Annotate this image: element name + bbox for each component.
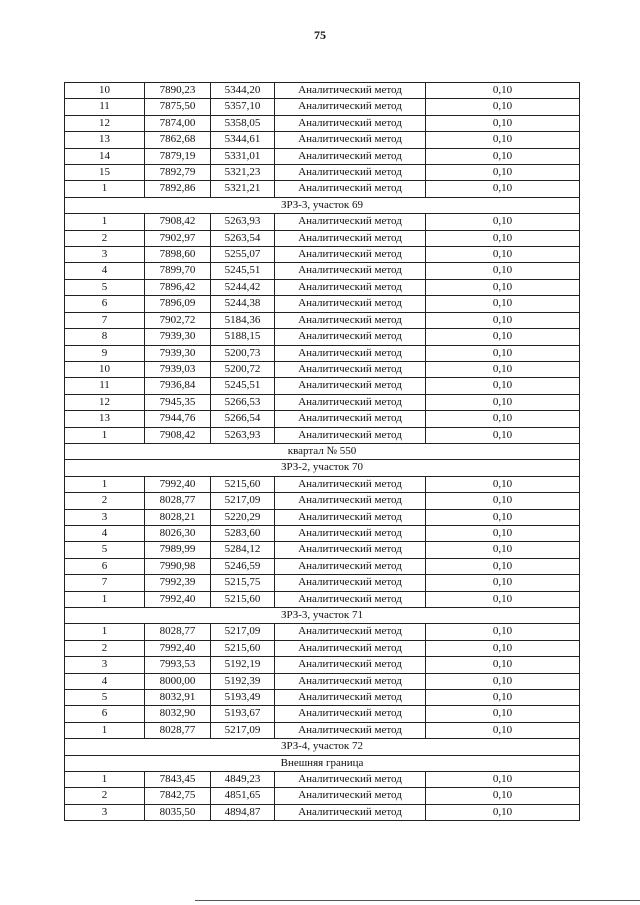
accuracy-cell: 0,10: [426, 345, 580, 361]
coord-x: 7892,86: [145, 181, 211, 197]
table-row: [65, 378, 580, 394]
accuracy-cell: 0,10: [426, 181, 580, 197]
page-number: 75: [314, 28, 326, 42]
accuracy-cell: 0,10: [426, 329, 580, 345]
section-header-row: [65, 443, 580, 459]
table-row: [65, 722, 580, 738]
method-cell: Аналитический метод: [275, 214, 426, 230]
point-number: 4: [65, 673, 145, 689]
accuracy-cell: 0,10: [426, 509, 580, 525]
coord-x: 7992,40: [145, 591, 211, 607]
accuracy-cell: 0,10: [426, 115, 580, 131]
coord-y: 5188,15: [211, 329, 275, 345]
accuracy-cell: 0,10: [426, 296, 580, 312]
table-row: [65, 83, 580, 99]
method-cell: Аналитический метод: [275, 394, 426, 410]
table-row: [65, 509, 580, 525]
coord-y: 5344,20: [211, 83, 275, 99]
accuracy-cell: 0,10: [426, 558, 580, 574]
coord-y: 5215,60: [211, 591, 275, 607]
accuracy-cell: 0,10: [426, 772, 580, 788]
point-number: 12: [65, 115, 145, 131]
table-row: [65, 624, 580, 640]
method-cell: Аналитический метод: [275, 657, 426, 673]
coord-y: 5263,54: [211, 230, 275, 246]
method-cell: Аналитический метод: [275, 640, 426, 656]
coord-x: 7992,40: [145, 640, 211, 656]
method-cell: Аналитический метод: [275, 476, 426, 492]
table-row: [65, 525, 580, 541]
section-header-row: [65, 608, 580, 624]
section-header-row: [65, 197, 580, 213]
section-title: ЗРЗ-2, участок 70: [65, 460, 580, 476]
table-row: [65, 115, 580, 131]
point-number: 5: [65, 690, 145, 706]
point-number: 1: [65, 427, 145, 443]
coord-x: 7862,68: [145, 132, 211, 148]
coord-x: 8028,77: [145, 493, 211, 509]
coord-y: 5246,59: [211, 558, 275, 574]
table-row: [65, 772, 580, 788]
point-number: 4: [65, 525, 145, 541]
point-number: 5: [65, 279, 145, 295]
coord-x: 7945,35: [145, 394, 211, 410]
method-cell: Аналитический метод: [275, 378, 426, 394]
coord-y: 5192,39: [211, 673, 275, 689]
method-cell: Аналитический метод: [275, 575, 426, 591]
table-row: [65, 99, 580, 115]
coord-x: 8026,30: [145, 525, 211, 541]
accuracy-cell: 0,10: [426, 673, 580, 689]
coord-x: 7898,60: [145, 247, 211, 263]
accuracy-cell: 0,10: [426, 312, 580, 328]
coord-y: 5217,09: [211, 624, 275, 640]
coord-y: 5283,60: [211, 525, 275, 541]
accuracy-cell: 0,10: [426, 165, 580, 181]
method-cell: Аналитический метод: [275, 345, 426, 361]
point-number: 2: [65, 230, 145, 246]
point-number: 3: [65, 247, 145, 263]
point-number: 1: [65, 591, 145, 607]
accuracy-cell: 0,10: [426, 788, 580, 804]
coord-y: 5263,93: [211, 427, 275, 443]
method-cell: Аналитический метод: [275, 312, 426, 328]
method-cell: Аналитический метод: [275, 624, 426, 640]
method-cell: Аналитический метод: [275, 99, 426, 115]
coord-y: 5192,19: [211, 657, 275, 673]
coord-x: 7842,75: [145, 788, 211, 804]
coord-x: 7902,97: [145, 230, 211, 246]
method-cell: Аналитический метод: [275, 263, 426, 279]
section-header-row: [65, 739, 580, 755]
coord-x: 7874,00: [145, 115, 211, 131]
section-title: Внешняя граница: [65, 755, 580, 771]
coord-x: 7993,53: [145, 657, 211, 673]
accuracy-cell: 0,10: [426, 493, 580, 509]
method-cell: Аналитический метод: [275, 361, 426, 377]
method-cell: Аналитический метод: [275, 165, 426, 181]
point-number: 2: [65, 788, 145, 804]
coord-y: 5193,67: [211, 706, 275, 722]
table-row: [65, 148, 580, 164]
point-number: 3: [65, 804, 145, 820]
coord-y: 5266,54: [211, 411, 275, 427]
coord-x: 7899,70: [145, 263, 211, 279]
point-number: 9: [65, 345, 145, 361]
coord-x: 8028,77: [145, 722, 211, 738]
coord-y: 5284,12: [211, 542, 275, 558]
coord-x: 7896,42: [145, 279, 211, 295]
table-row: [65, 181, 580, 197]
accuracy-cell: 0,10: [426, 722, 580, 738]
method-cell: Аналитический метод: [275, 690, 426, 706]
point-number: 4: [65, 263, 145, 279]
point-number: 3: [65, 509, 145, 525]
method-cell: Аналитический метод: [275, 804, 426, 820]
table-row: [65, 558, 580, 574]
point-number: 12: [65, 394, 145, 410]
table-row: [65, 361, 580, 377]
table-row: [65, 575, 580, 591]
accuracy-cell: 0,10: [426, 804, 580, 820]
coord-y: 5245,51: [211, 263, 275, 279]
point-number: 2: [65, 493, 145, 509]
table-row: [65, 411, 580, 427]
coord-x: 8028,21: [145, 509, 211, 525]
section-header-row: [65, 460, 580, 476]
point-number: 6: [65, 706, 145, 722]
method-cell: Аналитический метод: [275, 772, 426, 788]
accuracy-cell: 0,10: [426, 378, 580, 394]
point-number: 5: [65, 542, 145, 558]
coord-y: 5266,53: [211, 394, 275, 410]
table-row: [65, 230, 580, 246]
point-number: 11: [65, 378, 145, 394]
coord-y: 5215,60: [211, 476, 275, 492]
coord-x: 7939,03: [145, 361, 211, 377]
table-row: [65, 542, 580, 558]
point-number: 6: [65, 558, 145, 574]
table-row: [65, 427, 580, 443]
coord-x: 8032,91: [145, 690, 211, 706]
table-row: [65, 296, 580, 312]
table-row: [65, 493, 580, 509]
coord-x: 7939,30: [145, 345, 211, 361]
accuracy-cell: 0,10: [426, 394, 580, 410]
point-number: 7: [65, 575, 145, 591]
table-row: [65, 132, 580, 148]
coord-y: 4849,23: [211, 772, 275, 788]
coord-y: 5244,42: [211, 279, 275, 295]
table-row: [65, 804, 580, 820]
point-number: 1: [65, 214, 145, 230]
method-cell: Аналитический метод: [275, 788, 426, 804]
method-cell: Аналитический метод: [275, 591, 426, 607]
method-cell: Аналитический метод: [275, 132, 426, 148]
table-row: [65, 657, 580, 673]
coord-y: 5344,61: [211, 132, 275, 148]
coord-y: 5217,09: [211, 493, 275, 509]
point-number: 1: [65, 722, 145, 738]
coord-x: 8035,50: [145, 804, 211, 820]
coord-x: 8032,90: [145, 706, 211, 722]
coord-x: 7908,42: [145, 214, 211, 230]
point-number: 1: [65, 181, 145, 197]
accuracy-cell: 0,10: [426, 279, 580, 295]
table-row: [65, 263, 580, 279]
coord-y: 5217,09: [211, 722, 275, 738]
table-row: [65, 706, 580, 722]
coord-y: 5263,93: [211, 214, 275, 230]
accuracy-cell: 0,10: [426, 99, 580, 115]
accuracy-cell: 0,10: [426, 690, 580, 706]
accuracy-cell: 0,10: [426, 525, 580, 541]
table-row: [65, 673, 580, 689]
accuracy-cell: 0,10: [426, 542, 580, 558]
method-cell: Аналитический метод: [275, 230, 426, 246]
point-number: 13: [65, 411, 145, 427]
coord-y: 5193,49: [211, 690, 275, 706]
coord-x: 7989,99: [145, 542, 211, 558]
section-title: ЗРЗ-3, участок 71: [65, 608, 580, 624]
coord-y: 5215,60: [211, 640, 275, 656]
method-cell: Аналитический метод: [275, 247, 426, 263]
coord-y: 5357,10: [211, 99, 275, 115]
point-number: 3: [65, 657, 145, 673]
point-number: 1: [65, 476, 145, 492]
point-number: 10: [65, 361, 145, 377]
coord-x: 7875,50: [145, 99, 211, 115]
coord-y: 5200,72: [211, 361, 275, 377]
coord-x: 7992,40: [145, 476, 211, 492]
coord-y: 5358,05: [211, 115, 275, 131]
accuracy-cell: 0,10: [426, 706, 580, 722]
point-number: 2: [65, 640, 145, 656]
coord-x: 7843,45: [145, 772, 211, 788]
coord-y: 5245,51: [211, 378, 275, 394]
method-cell: Аналитический метод: [275, 181, 426, 197]
coord-x: 7992,39: [145, 575, 211, 591]
coord-y: 5321,21: [211, 181, 275, 197]
accuracy-cell: 0,10: [426, 247, 580, 263]
coord-x: 7908,42: [145, 427, 211, 443]
accuracy-cell: 0,10: [426, 361, 580, 377]
point-number: 15: [65, 165, 145, 181]
section-title: квартал № 550: [65, 443, 580, 459]
table-row: [65, 214, 580, 230]
point-number: 13: [65, 132, 145, 148]
method-cell: Аналитический метод: [275, 509, 426, 525]
accuracy-cell: 0,10: [426, 132, 580, 148]
method-cell: Аналитический метод: [275, 427, 426, 443]
accuracy-cell: 0,10: [426, 411, 580, 427]
table-row: [65, 476, 580, 492]
accuracy-cell: 0,10: [426, 263, 580, 279]
coord-x: 7990,98: [145, 558, 211, 574]
coordinates-table-body: [65, 83, 580, 821]
coord-x: 8000,00: [145, 673, 211, 689]
coord-x: 7939,30: [145, 329, 211, 345]
coord-x: 7944,76: [145, 411, 211, 427]
table-row: [65, 345, 580, 361]
accuracy-cell: 0,10: [426, 640, 580, 656]
method-cell: Аналитический метод: [275, 525, 426, 541]
method-cell: Аналитический метод: [275, 115, 426, 131]
table-row: [65, 165, 580, 181]
section-title: ЗРЗ-3, участок 69: [65, 197, 580, 213]
section-header-row: [65, 755, 580, 771]
method-cell: Аналитический метод: [275, 722, 426, 738]
accuracy-cell: 0,10: [426, 83, 580, 99]
table-row: [65, 690, 580, 706]
table-row: [65, 279, 580, 295]
method-cell: Аналитический метод: [275, 148, 426, 164]
coord-y: 5244,38: [211, 296, 275, 312]
coord-x: 7936,84: [145, 378, 211, 394]
coord-y: 4894,87: [211, 804, 275, 820]
coord-x: 7896,09: [145, 296, 211, 312]
method-cell: Аналитический метод: [275, 673, 426, 689]
method-cell: Аналитический метод: [275, 329, 426, 345]
method-cell: Аналитический метод: [275, 279, 426, 295]
point-number: 1: [65, 772, 145, 788]
method-cell: Аналитический метод: [275, 411, 426, 427]
method-cell: Аналитический метод: [275, 706, 426, 722]
table-row: [65, 247, 580, 263]
coord-y: 5220,29: [211, 509, 275, 525]
coord-y: 5215,75: [211, 575, 275, 591]
coord-x: 8028,77: [145, 624, 211, 640]
point-number: 1: [65, 624, 145, 640]
accuracy-cell: 0,10: [426, 476, 580, 492]
point-number: 11: [65, 99, 145, 115]
accuracy-cell: 0,10: [426, 624, 580, 640]
table-row: [65, 329, 580, 345]
coord-y: 5255,07: [211, 247, 275, 263]
table-row: [65, 640, 580, 656]
accuracy-cell: 0,10: [426, 575, 580, 591]
section-title: ЗРЗ-4, участок 72: [65, 739, 580, 755]
scan-edge-line: [195, 900, 640, 901]
point-number: 14: [65, 148, 145, 164]
accuracy-cell: 0,10: [426, 214, 580, 230]
method-cell: Аналитический метод: [275, 542, 426, 558]
coord-y: 5184,36: [211, 312, 275, 328]
table-row: [65, 788, 580, 804]
coord-y: 4851,65: [211, 788, 275, 804]
accuracy-cell: 0,10: [426, 657, 580, 673]
coord-y: 5321,23: [211, 165, 275, 181]
coord-x: 7892,79: [145, 165, 211, 181]
coord-x: 7902,72: [145, 312, 211, 328]
point-number: 10: [65, 83, 145, 99]
coordinates-table: [64, 82, 580, 821]
table-row: [65, 394, 580, 410]
point-number: 6: [65, 296, 145, 312]
point-number: 8: [65, 329, 145, 345]
table-row: [65, 591, 580, 607]
method-cell: Аналитический метод: [275, 296, 426, 312]
method-cell: Аналитический метод: [275, 83, 426, 99]
method-cell: Аналитический метод: [275, 558, 426, 574]
accuracy-cell: 0,10: [426, 230, 580, 246]
method-cell: Аналитический метод: [275, 493, 426, 509]
coord-x: 7879,19: [145, 148, 211, 164]
accuracy-cell: 0,10: [426, 427, 580, 443]
table-row: [65, 312, 580, 328]
accuracy-cell: 0,10: [426, 148, 580, 164]
point-number: 7: [65, 312, 145, 328]
coord-y: 5200,73: [211, 345, 275, 361]
accuracy-cell: 0,10: [426, 591, 580, 607]
coord-y: 5331,01: [211, 148, 275, 164]
coord-x: 7890,23: [145, 83, 211, 99]
